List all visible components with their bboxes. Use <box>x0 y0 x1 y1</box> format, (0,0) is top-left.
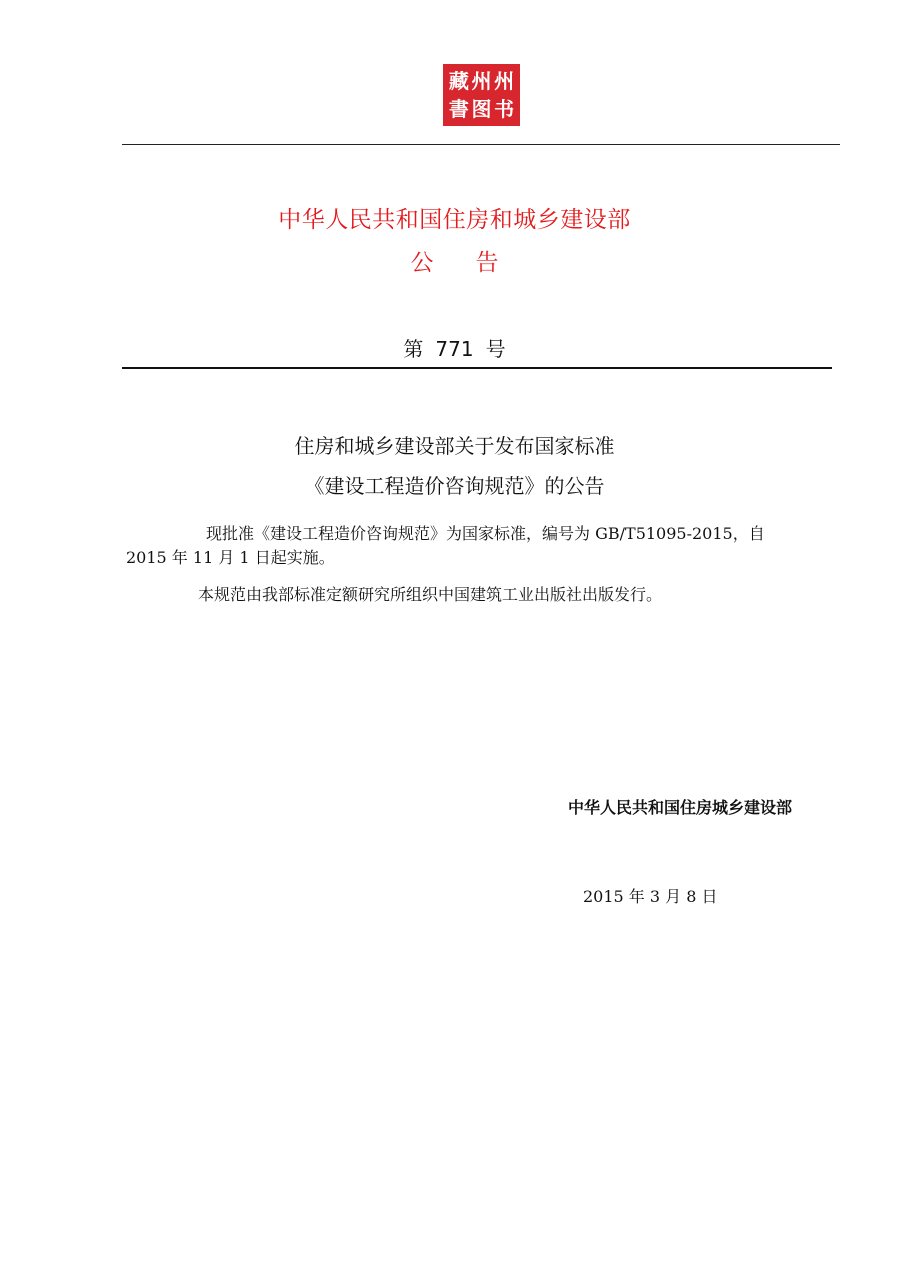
issuing-organization: 中华人民共和国住房和城乡建设部 <box>278 207 631 233</box>
header-divider <box>122 367 832 369</box>
seal-char: 图 <box>471 97 492 121</box>
notice-char-1: 公 <box>410 250 434 276</box>
seal-char: 書 <box>448 97 469 121</box>
library-seal-stamp <box>443 64 520 126</box>
number-prefix: 第 <box>403 337 424 361</box>
notice-char-2: 告 <box>475 250 499 276</box>
signing-authority: 中华人民共和国住房城乡建设部 <box>568 798 793 817</box>
body-paragraph-1-line-1: 现批准《建设工程造价咨询规范》为国家标准，编号为 GB/T51095-2015，自 <box>206 524 765 543</box>
seal-char: 州 <box>471 69 492 93</box>
top-divider <box>122 144 840 145</box>
seal-char: 州 <box>494 69 515 93</box>
body-paragraph-1 <box>126 522 806 570</box>
number-suffix: 号 <box>485 337 506 361</box>
notice-heading <box>0 244 909 277</box>
issue-date: 2015 年 3 月 8 日 <box>583 887 718 906</box>
body-paragraph-2: 本规范由我部标准定额研究所组织中国建筑工业出版社出版发行。 <box>198 585 663 604</box>
seal-char: 书 <box>494 97 515 121</box>
number-value: 771 <box>435 337 474 361</box>
document-title-line-1: 住房和城乡建设部关于发布国家标准 <box>294 434 615 458</box>
notice-number <box>0 333 909 362</box>
seal-char: 藏 <box>448 69 469 93</box>
body-paragraph-1-line-2: 2015 年 11 月 1 日起实施。 <box>126 548 335 567</box>
document-title-line-2: 《建设工程造价咨询规范》的公告 <box>304 474 605 498</box>
